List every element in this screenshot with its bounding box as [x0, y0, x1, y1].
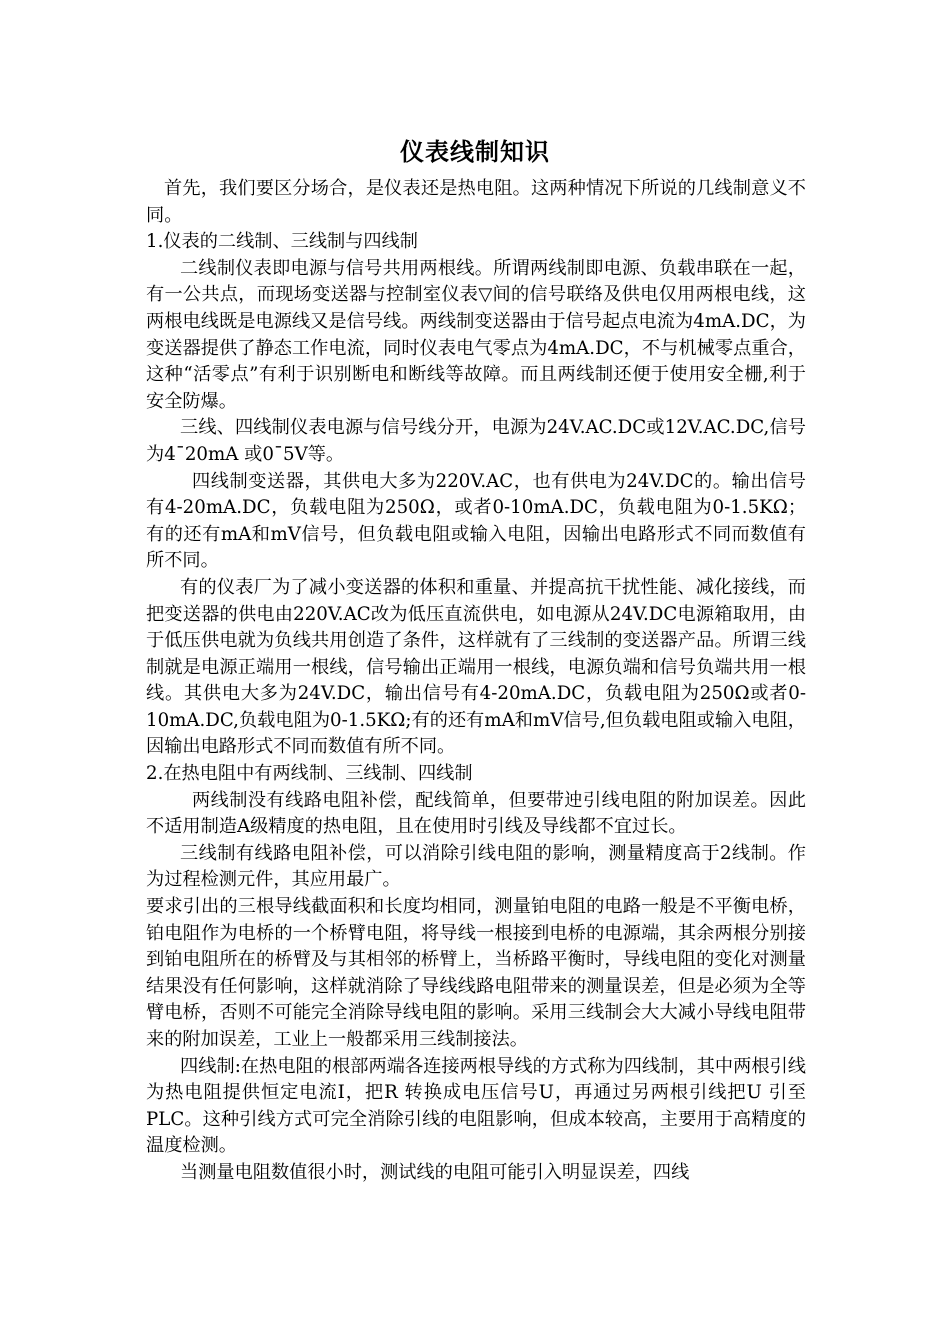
section-heading-rtd-wiring: 2.在热电阻中有两线制、三线制、四线制	[146, 763, 473, 785]
paragraph-three-four-wire-instrument: 三线、四线制仪表电源与信号线分开，电源为24V.AC.DC或12V.AC.DC,信号为4¯20mA 或0¯5V等。	[146, 417, 806, 465]
intro-paragraph: 首先，我们要区分场合，是仪表还是热电阻。这两种情况下所说的几线制意义不同。	[146, 178, 806, 226]
paragraph-small-resistance: 当测量电阻数值很小时，测试线的电阻可能引入明显误差，四线	[180, 1161, 690, 1183]
paragraph-three-wire-transmitter: 有的仪表厂为了减小变送器的体积和重量、并提高抗干扰性能、减化接线，而把变送器的供电由220V.AC改为低压直流供电，如电源从24V.DC电源箱取用，由于低压供电就为负线共用创造了条件，这样就有了三线制的变送器产品。所谓三线制就是电源正端用一根线，信号输出正端用一根线，电源负端和信号负端共用一根线。其供电大多为24V.DC，输出信号有4-20mA.DC，负载电阻为250Ω或者0-10mA.DC,负载电阻为0-1.5KΩ;有的还有mA和mV信号,但负载电阻或输入电阻，因输出电路形式不同而数值有所不同。	[146, 576, 806, 758]
paragraph-two-wire-instrument: 二线制仪表即电源与信号共用两根线。所谓两线制即电源、负载串联在一起，有一公共点，而现场变送器与控制室仪表▽间的信号联络及供电仅用两根电线，这两根电线既是电源线又是信号线。两线制变送器由于信号起点电流为4mA.DC，为变送器提供了静态工作电流，同时仪表电气零点为4mA.DC，不与机械零点重合，这种“活零点”有利于识别断电和断线等故障。而且两线制还便于使用安全栅,利于安全防爆。	[146, 257, 806, 412]
section-heading-instrument-wiring: 1.仪表的二线制、三线制与四线制	[146, 231, 418, 253]
paragraph-three-wire-rtd: 三线制有线路电阻补偿，可以消除引线电阻的影响，测量精度高于2线制。作为过程检测元件，其应用最广。	[146, 842, 806, 891]
paragraph-two-wire-rtd: 两线制没有线路电阻补偿，配线简单，但要带迚引线电阻的附加误差。因此不适用制造A级精度的热电阻，且在使用时引线及导线都不宜过长。	[146, 789, 806, 838]
paragraph-four-wire-transmitter: 四线制变送器，其供电大多为220V.AC，也有供电为24V.DC的。输出信号有4-20mA.DC，负载电阻为250Ω，或者0-10mA.DC，负载电阻为0-1.5KΩ；有的还有mA和mV信号，但负载电阻或输入电阻，因输出电路形式不同而数值有所不同。	[146, 470, 806, 572]
document-body	[146, 176, 806, 1187]
paragraph-four-wire-rtd: 四线制:在热电阻的根部两端各连接两根导线的方式称为四线制，其中两根引线为热电阻提供恒定电流I，把R 转换成电压信号U，再通过另两根引线把U 引至PLC。这种引线方式可完全消除引线的电阻影响，但成本较高，主要用于高精度的温度检测。	[146, 1055, 806, 1157]
document-title: 仪表线制知识	[400, 137, 550, 166]
paragraph-bridge-explanation: 要求引出的三根导线截面积和长度均相同，测量铂电阻的电路一般是不平衡电桥，铂电阻作为电桥的一个桥臂电阻，将导线一根接到电桥的电源端，其余两根分别接到铂电阻所在的桥臂及与其相邻的桥臂上，当桥路平衡时，导线电阻的变化对测量结果没有任何影响，这样就消除了导线线路电阻带来的测量误差，但是必须为全等臂电桥，否则不可能完全消除导线电阻的影响。采用三线制会大大减小导线电阻带来的附加误差，工业上一般都采用三线制接法。	[146, 896, 806, 1050]
